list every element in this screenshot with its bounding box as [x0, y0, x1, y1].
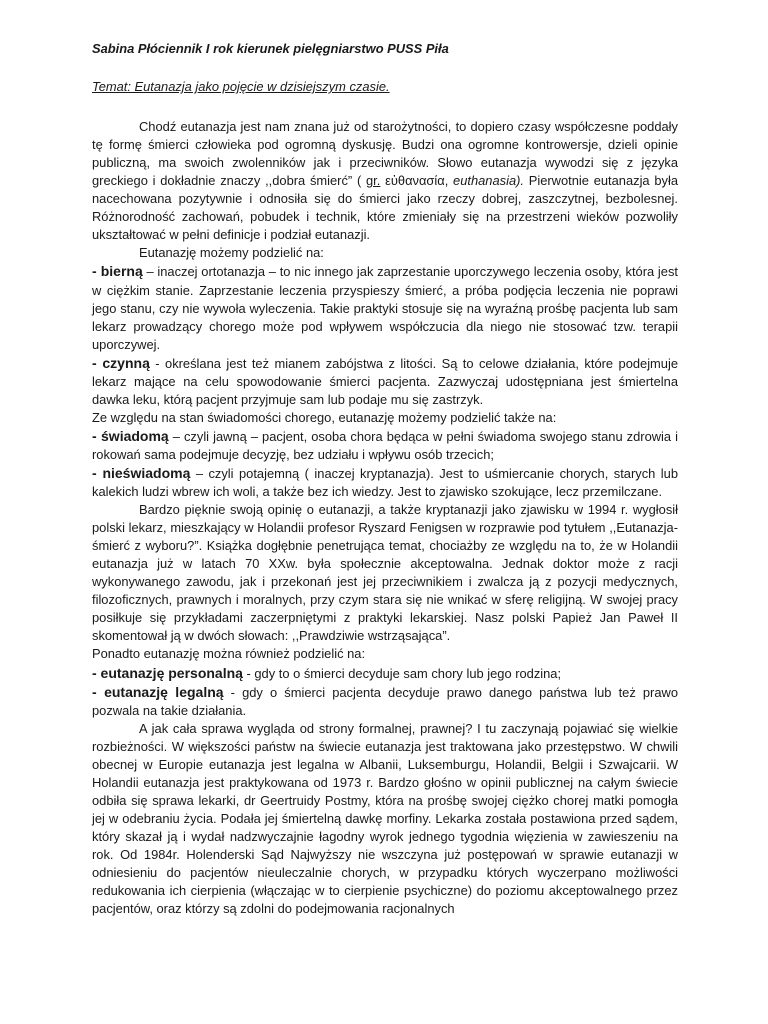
- personal-term: - eutanazję personalną: [92, 664, 243, 681]
- intro-paragraph: [92, 118, 678, 244]
- active-term: - czynną: [92, 354, 150, 371]
- intro-text-a: Chodź eutanazja jest nam znana już od starożytności, to dopiero czasy współczesne poddały tę formę śmierci człowieka pod ogromną dyskusję. Budzi ona ogromne kontrowersje, dzieli opinie publiczną, ma swoich zwolenników jak i przeciwników. Słowo eutanazja wywodzi się z języka greckiego i dokładnie znaczy ,,dobra śmierć” (: [92, 119, 678, 189]
- latin-word: euthanasia).: [453, 173, 524, 189]
- greek-abbreviation: gr.: [366, 173, 381, 189]
- legal-term: - eutanazję legalną: [92, 683, 224, 700]
- active-text: - określana jest też mianem zabójstwa z litości. Są to celowe działania, które podejmuje lekarz mające na celu spowodowanie śmierci pacjenta. Zazwyczaj udostępniana jest śmiertelna dawka leku, którą pacjent przyjmuje sam lub podaje mu się zastrzyk.: [92, 355, 679, 407]
- personal-text: - gdy to o śmierci decyduje sam chory lub jego rodzina;: [242, 665, 562, 681]
- division-intro: Eutanazję możemy podzielić na:: [139, 245, 324, 261]
- document-body: [92, 40, 678, 918]
- greek-word: εὐθανασία,: [380, 173, 454, 189]
- author-line: Sabina Płóciennik I rok kierunek pielęgniarstwo PUSS Piła: [92, 41, 449, 56]
- legal-status-paragraph: A jak cała sprawa wygląda od strony formalnej, prawnej? I tu zaczynają pojawiać się wielkie rozbieżności. W większości państw na świecie eutanazja jest traktowana jako przestępstwo. W chwili obecnej w Europie eutanazja jest legalna w Albanii, Luksemburgu, Holandii, Belgii i Szwajcarii. W Holandii eutanazja jest praktykowana od 1973 r. Bardzo głośno w opinii publicznej na całym świecie odbiła się sprawa lekarki, dr Geertruidy Postmy, która na prośbę swojej ciężko chorej matki pomogła jej w odebraniu życia. Podała jej śmiertelną dawkę morfiny. Lekarka została postawiona przed sądem, który skazał ją i wydał nadzwyczajnie łagodny wyrok jednego tygodnia więzienia w zawieszeniu na rok. Od 1984r. Holenderski Sąd Najwyższy nie wszczyna już postępowań w sprawie eutanazji w odniesieniu do pacjentów nieuleczalnie chorych, w przypadku których wyczerpano możliwości redukowania ich cierpienia (włączając w to cierpienie psychiczne) do poziomu akceptowalnego przez pacjentów, oraz którzy są zdolni do podejmowania racjonalnych: [92, 720, 678, 917]
- passive-euthanasia-item: [92, 262, 678, 353]
- passive-text: – inaczej ortotanazja – to nic innego jak zaprzestanie uporczywego leczenia osoby, która jest w ciężkim stanie. Zaprzestanie leczenia przyspieszy śmierć, a próba podjęcia leczenia nie poprawi jego stanu, czy nie wywoła wyleczenia. Takie praktyki stosuje się na wyraźną prośbę pacjenta lub sam lekarz prowadzący chorego może pod wpływem współczucia dla niego nie stosować tzw. terapii uporczywej.: [92, 264, 678, 352]
- document-topic: Temat: Eutanazja jako pojęcie w dzisiejszym czasie.: [92, 79, 390, 95]
- personal-euthanasia-item: [92, 664, 678, 683]
- awareness-intro: Ze względu na stan świadomości chorego, eutanazję możemy podzielić także na:: [92, 409, 557, 425]
- conscious-euthanasia-item: [92, 427, 678, 464]
- passive-term: - bierną: [92, 263, 143, 280]
- active-euthanasia-item: [92, 354, 678, 409]
- conscious-term: - świadomą: [92, 427, 169, 444]
- intro-text-d: Pierwotnie eutanazja była nacechowana pozytywnie i odnosiła się do śmierci jako rzeczy dobrej, zaszczytnej, bezbolesnej. Różnorodność zachowań, pobudek i technik, które zmieniały się na przestrzeni wieków pozwoliły ukształtować w pełni definicje i podział eutanazji.: [92, 173, 678, 243]
- conscious-text: – czyli jawną – pacjent, osoba chora będąca w pełni świadoma swojego stanu zdrowia i rokowań sama podejmuje decyzję, bez udziału i wpływu osób trzecich;: [92, 428, 678, 462]
- further-division-intro: Ponadto eutanazję można również podzielić na:: [92, 646, 366, 662]
- unconscious-term: - nieświadomą: [92, 464, 191, 481]
- legal-euthanasia-item: [92, 683, 678, 720]
- unconscious-euthanasia-item: [92, 464, 678, 501]
- unconscious-text: – czyli potajemną ( inaczej kryptanazja). Jest to uśmiercanie chorych, starych lub kalekich ludzi wbrew ich woli, a także bez ich wiedzy. Jest to zjawisko szokujące, lecz przemilczane.: [92, 465, 678, 500]
- legal-text: - gdy o śmierci pacjenta decyduje prawo danego państwa lub też prawo pozwala na takie działania.: [92, 684, 678, 718]
- fenigsen-paragraph: Bardzo pięknie swoją opinię o eutanazji, a także kryptanazji jako zjawisku w 1994 r. wygłosił polski lekarz, mieszkający w Holandii profesor Ryszard Fenigsen w rozprawie pod tytułem ,,Eutanazja-śmierć z wyboru?”. Książka dogłębnie penetrująca temat, chociażby ze względu na to, że w Holandii eutanazja już w latach 70 XXw. była społecznie akceptowalna. Jednak doktor może z racji wykonywanego zawodu, jak i przekonań jest jej przeciwnikiem i zwalcza ją z pozycji medycznych, filozoficznych, prawnych i moralnych, przy czym stara się nie wnikać w sferę religijną. W swojej pracy posiłkuje się przykładami zaczerpniętymi z praktyki lekarskiej. Nasz polski Papież Jan Paweł II skomentował ją w dwóch słowach: ,,Prawdziwie wstrząsająca”.: [92, 502, 678, 644]
